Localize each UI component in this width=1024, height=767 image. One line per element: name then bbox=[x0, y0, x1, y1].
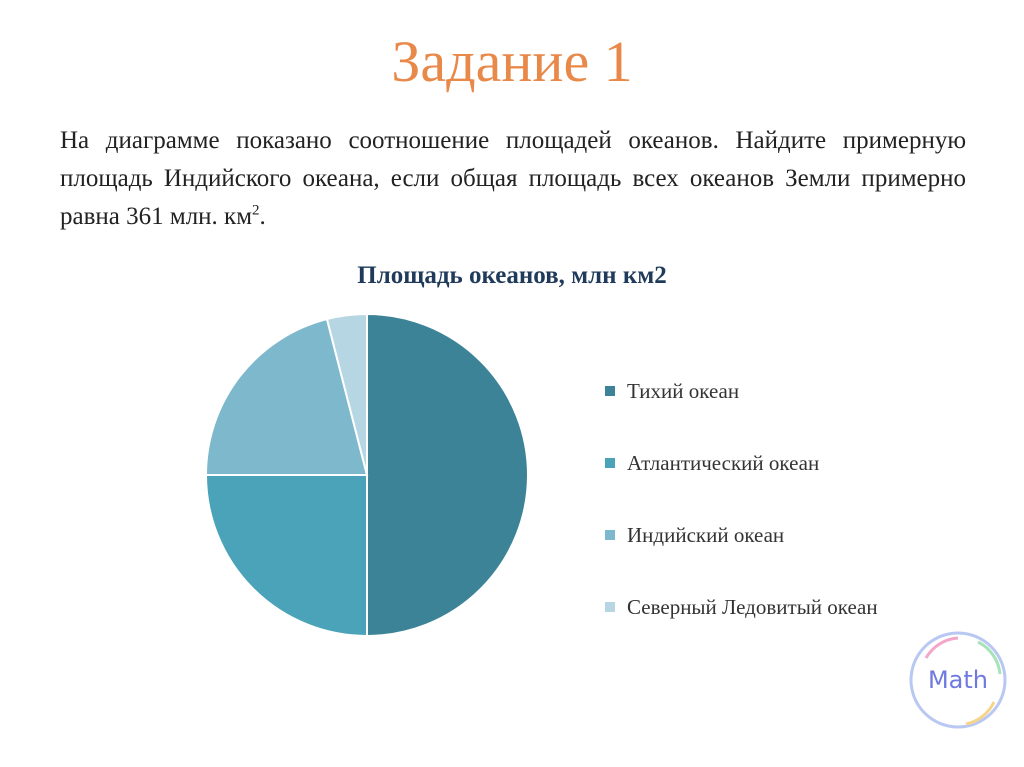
slide-title: Задание 1 bbox=[391, 29, 633, 94]
legend-item-pacific bbox=[605, 355, 878, 427]
legend-label-indian: Индийский океан bbox=[627, 522, 785, 547]
legend-item-atlantic bbox=[605, 427, 878, 499]
math-logo bbox=[906, 628, 1010, 732]
task-text-superscript: 2 bbox=[252, 202, 260, 219]
pie-slice-atlantic bbox=[206, 475, 367, 636]
logo-text: Math bbox=[927, 666, 989, 694]
legend-label-pacific: Тихий океан bbox=[627, 378, 740, 403]
chart-legend bbox=[605, 355, 878, 643]
legend-swatch-pacific bbox=[605, 386, 615, 396]
chart-title: Площадь океанов, млн км2 bbox=[357, 262, 667, 289]
pie-chart bbox=[190, 300, 550, 650]
legend-swatch-arctic bbox=[605, 602, 615, 612]
task-text-body: На диаграмме показано соотношение площадей океанов. Найдите примерную площадь Индийского океана, если общая площадь всех океанов Земли примерно равна 361 млн. км bbox=[60, 127, 966, 230]
legend-label-arctic: Северный Ледовитый океан bbox=[627, 594, 878, 619]
legend-swatch-indian bbox=[605, 530, 615, 540]
legend-item-indian bbox=[605, 499, 878, 571]
pie-slice-pacific bbox=[367, 314, 528, 636]
task-text bbox=[60, 122, 966, 236]
legend-item-arctic bbox=[605, 571, 878, 643]
legend-swatch-atlantic bbox=[605, 458, 615, 468]
legend-label-atlantic: Атлантический океан bbox=[627, 450, 820, 475]
task-text-end: . bbox=[259, 203, 266, 230]
